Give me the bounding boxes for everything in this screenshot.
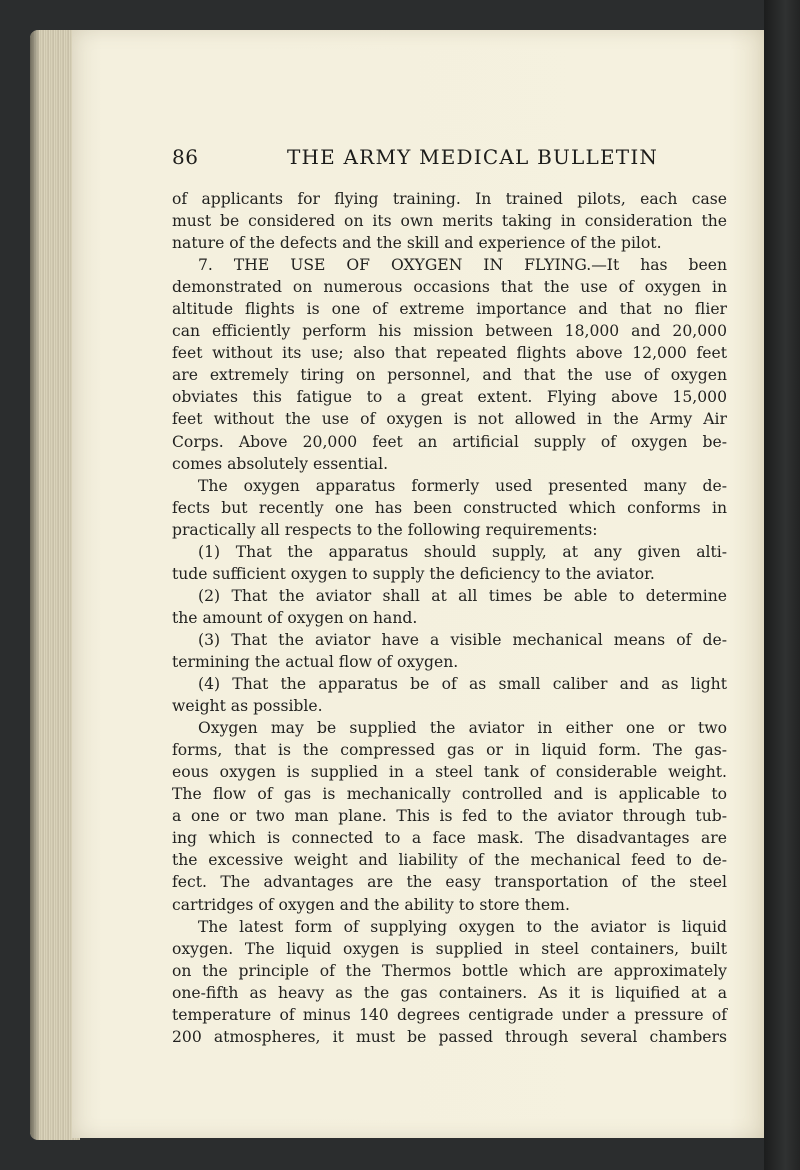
text-line: feet without the use of oxygen is not allowed in the Army Air xyxy=(172,410,727,429)
text-line: (1) That the apparatus should supply, at any given alti- xyxy=(198,542,727,561)
text-line: obviates this fatigue to a great extent. Flying above 15,000 xyxy=(172,388,727,407)
text-line: 200 atmospheres, it must be passed through several chambers xyxy=(172,1027,727,1046)
running-title: THE ARMY MEDICAL BULLETIN xyxy=(287,145,659,169)
text-line: must be considered on its own merits taking in consideration the xyxy=(172,212,727,231)
text-line: the excessive weight and liability of the mechanical feed to de- xyxy=(172,851,727,870)
text-line: The oxygen apparatus formerly used presented many de- xyxy=(198,476,727,495)
text-line: 7. THE USE OF OXYGEN IN FLYING.—It has been xyxy=(198,256,727,275)
text-line: termining the actual flow of oxygen. xyxy=(172,652,459,671)
text-line: (2) That the aviator shall at all times be able to determine xyxy=(198,586,727,605)
text-line: The latest form of supplying oxygen to the aviator is liquid xyxy=(198,917,727,936)
text-line: tude sufficient oxygen to supply the deficiency to the aviator. xyxy=(172,564,655,583)
text-line: The flow of gas is mechanically controlled and is applicable to xyxy=(172,785,727,804)
text-line: fect. The advantages are the easy transportation of the steel xyxy=(172,873,727,892)
text-line: practically all respects to the following requirements: xyxy=(172,520,598,539)
text-line: demonstrated on numerous occasions that the use of oxygen in xyxy=(172,278,727,297)
text-line: Oxygen may be supplied the aviator in either one or two xyxy=(198,719,727,738)
text-line: feet without its use; also that repeated flights above 12,000 feet xyxy=(172,344,727,363)
text-line: altitude flights is one of extreme importance and that no flier xyxy=(172,300,727,319)
text-line: of applicants for flying training. In trained pilots, each case xyxy=(172,190,727,208)
running-head xyxy=(100,145,700,175)
page-number: 86 xyxy=(172,145,199,169)
text-line: comes absolutely essential. xyxy=(172,454,389,473)
text-line: a one or two man plane. This is fed to the aviator through tub- xyxy=(172,807,727,826)
background-strip xyxy=(764,0,800,1170)
text-line: eous oxygen is supplied in a steel tank of considerable weight. xyxy=(172,763,727,782)
text-line: (3) That the aviator have a visible mechanical means of de- xyxy=(198,630,727,649)
text-line: nature of the defects and the skill and experience of the pilot. xyxy=(172,234,662,253)
text-line: the amount of oxygen on hand. xyxy=(172,608,418,627)
text-line: cartridges of oxygen and the ability to store them. xyxy=(172,895,570,914)
text-line: are extremely tiring on personnel, and that the use of oxygen xyxy=(172,366,727,385)
text-line: Corps. Above 20,000 feet an artificial supply of oxygen be- xyxy=(172,432,727,451)
text-line: forms, that is the compressed gas or in liquid form. The gas- xyxy=(172,741,727,760)
text-line: on the principle of the Thermos bottle which are approximately xyxy=(172,961,727,980)
text-line: oxygen. The liquid oxygen is supplied in steel containers, built xyxy=(172,939,727,958)
text-line: can efficiently perform his mission between 18,000 and 20,000 xyxy=(172,322,727,341)
text-line: (4) That the apparatus be of as small caliber and as light xyxy=(198,675,727,694)
text-line: one-fifth as heavy as the gas containers. As it is liquified at a xyxy=(172,983,727,1002)
body-text xyxy=(172,188,727,1048)
text-line: weight as possible. xyxy=(172,697,323,716)
text-line: fects but recently one has been constructed which conforms in xyxy=(172,498,727,517)
text-line: temperature of minus 140 degrees centigrade under a pressure of xyxy=(172,1005,727,1024)
text-line: ing which is connected to a face mask. The disadvantages are xyxy=(172,829,727,848)
